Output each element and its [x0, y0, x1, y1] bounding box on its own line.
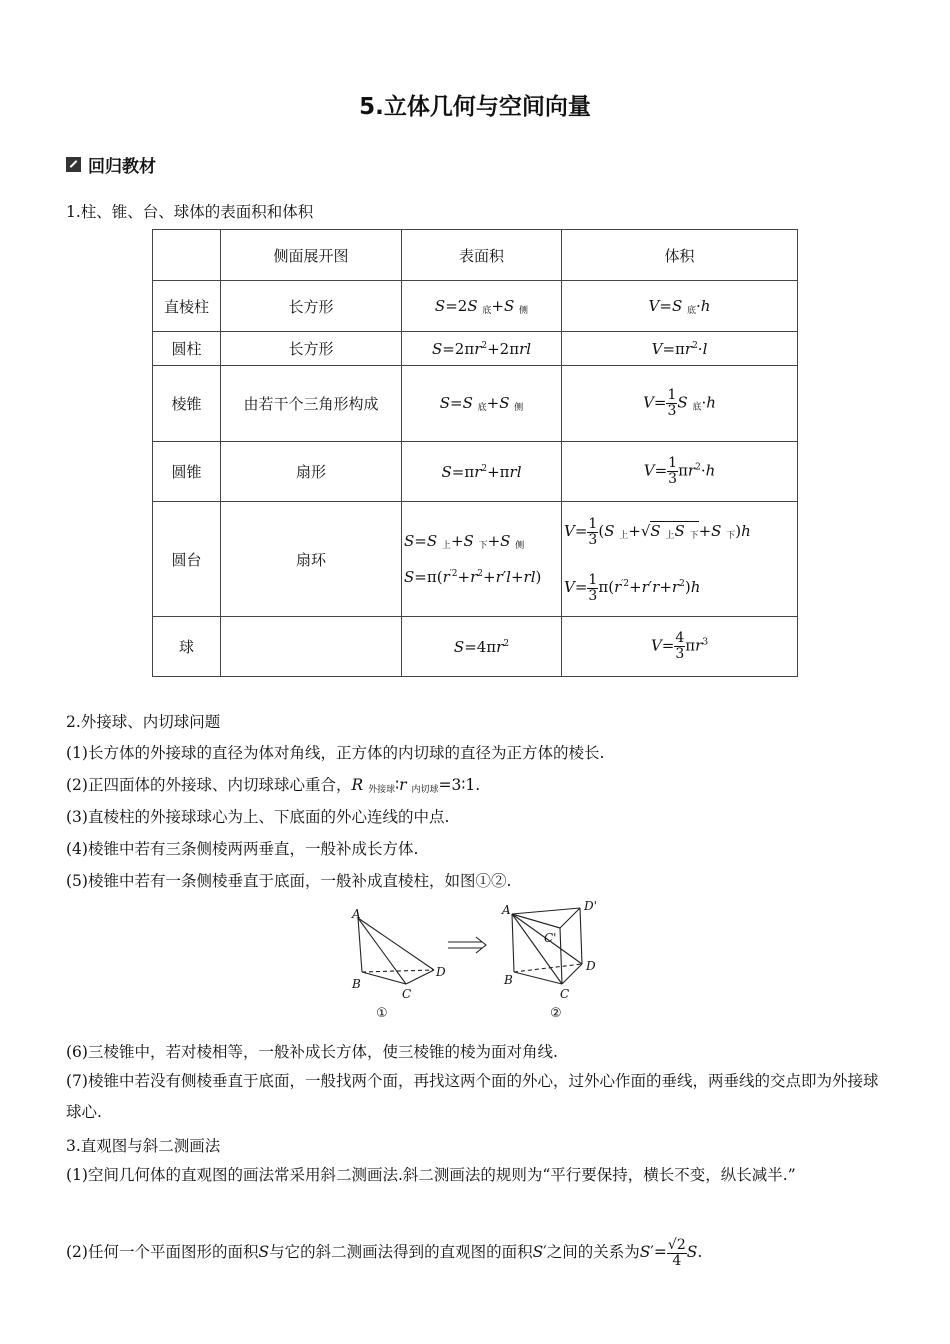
text-line-1: (1)长方体的外接球的直径为体对角线，正方体的内切球的直径为正方体的棱长. [66, 744, 605, 762]
vertex-label: C [402, 987, 412, 1001]
table-row [153, 617, 798, 677]
row-name: 圆锥 [153, 442, 221, 502]
volume-formula: $V=\pi r^2\cdot l$ [562, 332, 798, 366]
formula-table [152, 229, 798, 677]
text-line-7: (7)棱锥中若没有侧棱垂直于底面，一般找两个面，再找这两个面的外心，过外心作面的垂线，两垂线的交点即为外接球球心. [66, 1072, 879, 1121]
section-label: 回归教材 [88, 157, 156, 177]
table-header-row [153, 230, 798, 281]
volume-formula: V= $\frac{4}{3}$ $\pi r^3$ [562, 617, 798, 677]
row-unfold: 长方形 [221, 332, 402, 366]
volume-formula: V= $\frac{1}{3}$ S 底·h [562, 366, 798, 442]
page-title: 5.立体几何与空间向量 [359, 94, 591, 120]
vertex-label: A [502, 903, 511, 917]
surface-formula: S=S 底+S 侧 [402, 366, 562, 442]
volume-formula: V= $\frac{1}{3}$ (S 上+√S 上S 下+S 下)h V= $\frac{1}{3}$ $\pi(r^{'2}+r'r+r^2)h$ [562, 502, 798, 617]
figure-caption: ① [376, 1006, 388, 1021]
row-unfold: 扇形 [221, 442, 402, 502]
table-row [153, 366, 798, 442]
vertex-label: B [504, 973, 513, 987]
row-unfold [221, 617, 402, 677]
vertex-label: D [586, 959, 596, 973]
section-heading [66, 152, 156, 177]
table-row [153, 332, 798, 366]
vertex-label: C [560, 987, 570, 1001]
text-line-9: (2)任何一个平面图形的面积S与它的斜二测画法得到的直观图的面积S′之间的关系为S′= $\frac{√2}{4}$ S. [66, 1236, 703, 1269]
table-header-cell: 体积 [562, 230, 798, 281]
surface-formula: S=S 上+S 下+S 侧 $S=\pi(r^{'2}+r^2+r'l+rl)$ [402, 502, 562, 617]
volume-formula: V=S 底·h [562, 281, 798, 332]
row-name: 圆台 [153, 502, 221, 617]
vertex-label: D' [584, 899, 597, 913]
surface-formula: $S=4\pi r^2$ [402, 617, 562, 677]
vertex-label: A [352, 907, 361, 921]
para-3-heading: 3.直观图与斜二测画法 [66, 1137, 221, 1155]
pencil-box-icon [66, 157, 81, 172]
text-line-4: (4)棱锥中若有三条侧棱两两垂直，一般补成长方体. [66, 840, 419, 858]
text-line-8: (1)空间几何体的直观图的画法常采用斜二测画法.斜二测画法的规则为“平行要保持，横长不变，纵长减半.” [66, 1166, 796, 1184]
row-name: 棱锥 [153, 366, 221, 442]
vertex-label: C' [544, 931, 557, 945]
row-unfold: 长方形 [221, 281, 402, 332]
table-header-cell: 表面积 [402, 230, 562, 281]
surface-formula: S=2S 底+S 侧 [402, 281, 562, 332]
surface-formula: $S=2\pi r^2+2\pi rl$ [402, 332, 562, 366]
row-name: 圆柱 [153, 332, 221, 366]
row-name: 直棱柱 [153, 281, 221, 332]
para-2-heading: 2.外接球、内切球问题 [66, 713, 221, 731]
volume-formula: V= $\frac{1}{3}$ $\pi r^2\cdot h$ [562, 442, 798, 502]
table-row [153, 281, 798, 332]
vertex-label: D [436, 965, 446, 979]
row-unfold: 扇环 [221, 502, 402, 617]
row-unfold: 由若干个三角形构成 [221, 366, 402, 442]
table-header-cell: 侧面展开图 [221, 230, 402, 281]
pyramid-figure [340, 898, 630, 1028]
table-row [153, 442, 798, 502]
text-line-6: (6)三棱锥中，若对棱相等，一般补成长方体，使三棱锥的棱为面对角线. [66, 1043, 558, 1061]
table-header-cell [153, 230, 221, 281]
text-line-2: (2)正四面体的外接球、内切球球心重合，R 外接球∶r 内切球=3∶1. [66, 776, 481, 795]
figure-caption: ② [550, 1006, 562, 1021]
surface-formula: $S=\pi r^2+\pi rl$ [402, 442, 562, 502]
text-line-5: (5)棱锥中若有一条侧棱垂直于底面，一般补成直棱柱，如图①②. [66, 872, 512, 890]
para-1-heading: 1.柱、锥、台、球体的表面积和体积 [66, 203, 314, 221]
vertex-label: B [352, 977, 361, 991]
row-name: 球 [153, 617, 221, 677]
table-row [153, 502, 798, 617]
text-line-3: (3)直棱柱的外接球球心为上、下底面的外心连线的中点. [66, 808, 450, 826]
